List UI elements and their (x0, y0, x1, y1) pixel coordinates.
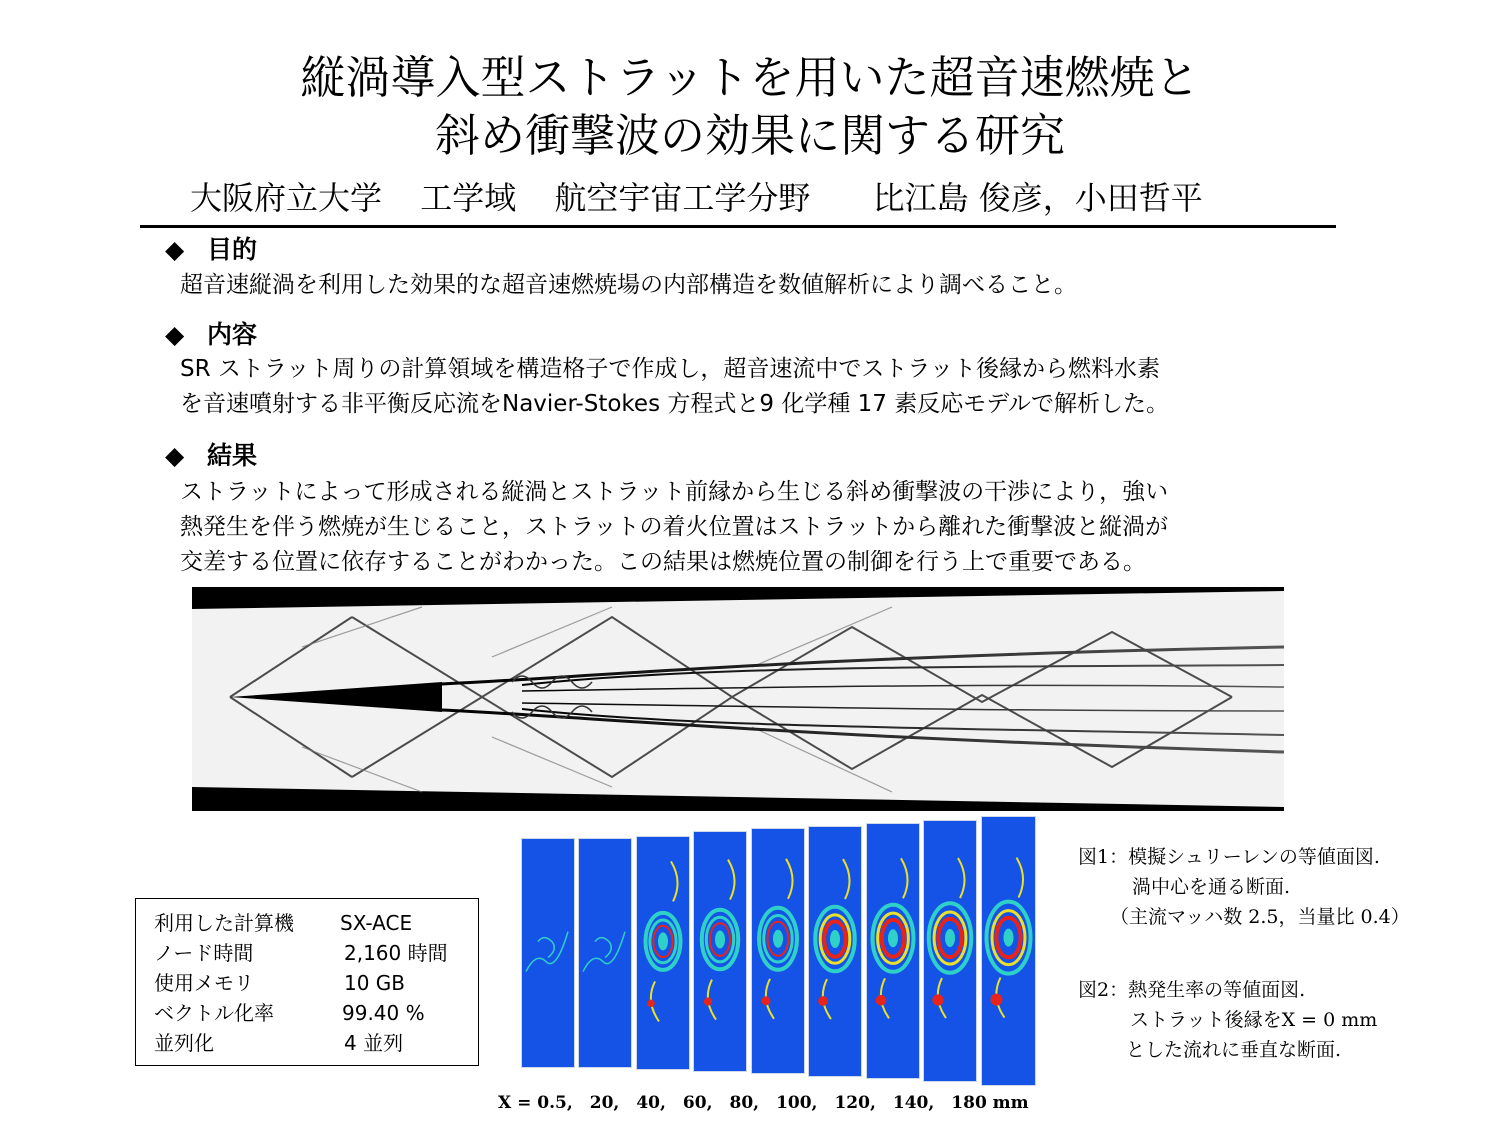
result-line: ストラットによって形成される縦渦とストラット前縁から生じる斜め衝撃波の干渉により，強い (180, 479, 1169, 505)
header-rule (140, 225, 1336, 228)
heat-release-slice (521, 838, 575, 1068)
content-line: SR ストラット周りの計算領域を構造格子で作成し，超音速流中でストラット後縁から燃料水素 (180, 356, 1160, 382)
authors (190, 178, 1231, 218)
title-line-2: 斜め衝撃波の効果に関する研究 (434, 109, 1065, 162)
title-line-1: 縦渦導入型ストラットを用いた超音速燃焼と (300, 51, 1200, 104)
department: 航空宇宙工学分野 (554, 179, 811, 217)
content-line: を音速噴射する非平衡反応流をNavier-Stokes 方程式と9 化学種 17 素反応モデルで解析した。 (180, 391, 1170, 417)
fig1-caption-line1: 図1：模擬シュリーレンの等値面図. (1078, 846, 1380, 868)
result-line: 交差する位置に依存することがわかった。この結果は燃焼位置の制御を行う上で重要である。 (180, 549, 1146, 575)
computer-spec-box (135, 898, 479, 1066)
heat-release-slice (808, 826, 862, 1077)
heat-release-slice (693, 831, 747, 1072)
faculty: 工学域 (420, 179, 517, 217)
spec-row: 並列化 4 並列 (154, 1031, 404, 1055)
section-purpose-body (180, 268, 1077, 303)
heat-release-slice (751, 828, 805, 1074)
fig2-caption-line2: ストラット後縁をX = 0 mm (1130, 1009, 1378, 1031)
fig1-caption-line2: 渦中心を通る断面. (1132, 876, 1291, 898)
purpose-line: 超音速縦渦を利用した効果的な超音速燃焼場の内部構造を数値解析により調べること。 (180, 272, 1077, 298)
heat-release-slice (578, 838, 632, 1068)
section-result-heading: ◆ 結果 (165, 441, 258, 470)
fig2-caption-line1: 図2：熱発生率の等値面図. (1078, 979, 1306, 1001)
spec-row: ノード時間 2,160 時間 (154, 941, 448, 965)
diamond-bullet-icon: ◆ (165, 235, 185, 264)
slice-position-label: X = 0.5, 20, 40, 60, 80, 100, 120, 140, 180 mm (498, 1093, 1029, 1113)
fig2-caption-line3: とした流れに垂直な断面. (1126, 1039, 1342, 1061)
diamond-bullet-icon: ◆ (165, 320, 185, 349)
spec-row: 使用メモリ 10 GB (154, 971, 406, 995)
university: 大阪府立大学 (190, 179, 383, 217)
author-names: 比江島 俊彦，小田哲平 (872, 179, 1203, 217)
heat-release-slice (636, 836, 690, 1070)
spec-row: ベクトル化率 99.40 % (154, 1001, 425, 1025)
section-result-body (180, 475, 1168, 580)
fig1-caption-line3: （主流マッハ数 2.5，当量比 0.4） (1110, 906, 1410, 928)
heat-release-slice (981, 816, 1036, 1086)
heat-release-slice (923, 820, 977, 1082)
section-content-heading: ◆ 内容 (165, 320, 258, 349)
section-purpose-heading: ◆ 目的 (165, 235, 258, 264)
schlieren-image (192, 587, 1284, 811)
diamond-bullet-icon: ◆ (165, 441, 185, 470)
heat-release-slice (866, 823, 920, 1079)
section-content-body (180, 352, 1169, 422)
spec-row: 利用した計算機 SX-ACE (154, 911, 413, 935)
result-line: 熱発生を伴う燃焼が生じること，ストラットの着火位置はストラットから離れた衝撃波と縦渦が (180, 514, 1169, 540)
